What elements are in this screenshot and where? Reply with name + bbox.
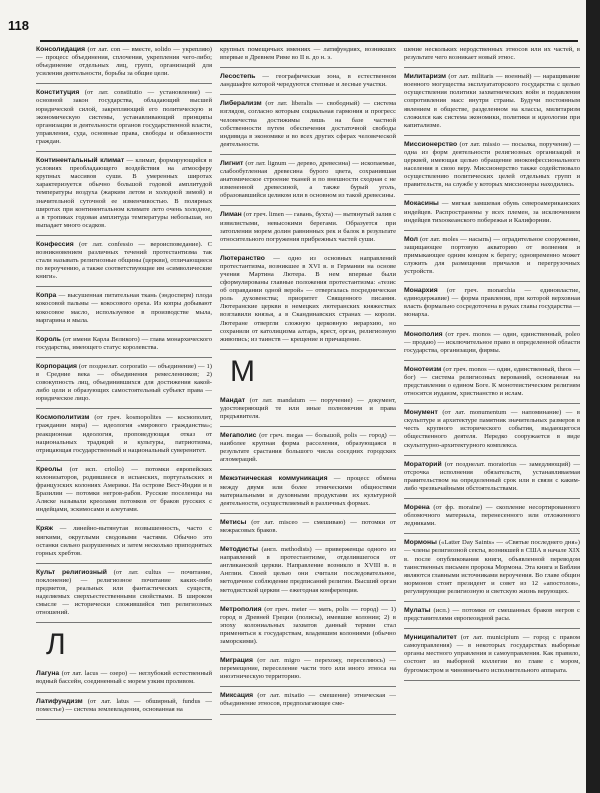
entry-term: Лютеранство bbox=[220, 254, 265, 262]
glossary-entry bbox=[404, 461, 580, 493]
entry-separator bbox=[36, 622, 212, 623]
glossary-entry bbox=[36, 46, 212, 78]
entry-separator bbox=[36, 83, 212, 84]
entry-separator bbox=[36, 235, 212, 236]
entry-term: Латифундизм bbox=[36, 697, 83, 705]
entry-separator bbox=[404, 680, 580, 681]
entry-definition: (от лат. cultus — почитание, поклонение) — религиозное почитание каких-либо предметов, реальных или фантастических существ, наделяемых сверхъестественными свойствами. В широком смысле — исторически сложившийся тип религиозных отношений. bbox=[36, 568, 212, 617]
entry-definition: (от позднелат. moratorius — замедляющий) — отсрочка исполнения обязательств, устанавливаемая правительством на определенный срок или в связи с каким-либо чрезвычайными обстоятельствами. bbox=[404, 460, 580, 492]
entry-term: Мегаполис bbox=[220, 432, 257, 440]
entry-separator bbox=[404, 601, 580, 602]
glossary-entry bbox=[220, 160, 396, 200]
entry-separator bbox=[220, 249, 396, 250]
entry-term: Муниципалитет bbox=[404, 634, 457, 642]
column-2 bbox=[220, 46, 396, 786]
entry-separator bbox=[404, 325, 580, 326]
entry-separator bbox=[404, 403, 580, 404]
entry-separator bbox=[220, 513, 396, 514]
header-rule bbox=[40, 40, 578, 42]
entry-separator bbox=[404, 628, 580, 629]
entry-separator bbox=[220, 651, 396, 652]
entry-definition: (от лат. migro — перехожу, переселяюсь) — перемещение, переселение части того или иного этноса на иноэтническую территорию. bbox=[220, 657, 396, 681]
glossary-entry bbox=[220, 46, 396, 62]
entry-separator bbox=[404, 360, 580, 361]
entry-separator bbox=[220, 469, 396, 470]
glossary-entry bbox=[36, 336, 212, 352]
entry-definition: (от греч. meter — мать, polis — город) — 1) город в Древней Греции (полисы), имевшие колонии; 2) в эпоху колониальных захватов данный термин стал применяться к государствам, владевшим колониями (обычно заморскими). bbox=[220, 605, 396, 645]
entry-term: Лигнит bbox=[220, 159, 244, 167]
entry-term: Метисы bbox=[220, 518, 247, 526]
entry-separator bbox=[36, 286, 212, 287]
entry-term: Милитаризм bbox=[404, 73, 447, 81]
entry-term: Конституция bbox=[36, 89, 80, 97]
glossary-entry bbox=[36, 292, 212, 324]
entry-term: Морена bbox=[404, 504, 430, 512]
entry-definition: (от исп. criollo) — потомки европейских колонизаторов, родившиеся в испанских, португальских и французских колониях Америки. На острове Вест-Индии и в Бразилии — потомки негров-рабов. Русские поселенцы на Аляске называли креолами потомков от браков русских с индейцами, эскимосами и алеутами. bbox=[36, 465, 212, 514]
entry-separator bbox=[220, 94, 396, 95]
glossary-entry bbox=[220, 475, 396, 507]
entry-separator bbox=[220, 686, 396, 687]
glossary-entry bbox=[404, 200, 580, 224]
entry-term: Континентальный климат bbox=[36, 157, 125, 165]
entry-separator bbox=[36, 719, 212, 720]
section-letter-l: Л bbox=[46, 628, 66, 662]
glossary-entry bbox=[36, 363, 212, 403]
glossary-entry bbox=[36, 466, 212, 515]
entry-term: Мокасины bbox=[404, 200, 439, 208]
entry-separator bbox=[404, 281, 580, 282]
glossary-entry bbox=[404, 46, 580, 62]
glossary-entry bbox=[220, 100, 396, 149]
entry-definition: (от греч. monarchia — единовластие, единодержавие) — форма правления, при которой верховная власть формально сосредоточена в руках главы государства — монарха. bbox=[404, 287, 580, 319]
entry-separator bbox=[220, 205, 396, 206]
glossary-entry bbox=[220, 657, 396, 681]
entry-definition: — одно из основных направлений протестантизма, возникшее в XVI в. в Германии на основе учения Мартина Лютера. В нем впервые были сформулированы главные положения протестантизма: «тезис об оправдании одной верой» — отвергалась посредническая роль духовенства; приоритет Священного писания. Лютеранские церкви в немецких лютеранских княжествах возглавили князья, а в Скандинавских странах — короли. Лютеране отвергли сложную церковную иерархию, но сохранили от католицизма алтарь, крест, орган, религиозную живопись; из таинств — крещение и причащение. bbox=[220, 254, 396, 343]
entry-definition: (от лат. liberalis — свободный) — система взглядов, согласно которым социальная гармония и прогресс человечества достижимы лишь на базе частной собственности путем обеспечения достаточной свободы индивида в экономике и во всех других сферах человеческой деятельности. bbox=[220, 100, 396, 148]
glossary-entry bbox=[220, 255, 396, 344]
glossary-entry bbox=[404, 539, 580, 596]
glossary-entry bbox=[220, 692, 396, 708]
entry-definition: (от лат. lacus — озеро) — неглубокий естественный водный бассейн, соединенный с морем узким проливом. bbox=[36, 670, 212, 686]
entry-separator bbox=[36, 330, 212, 331]
glossary-entry bbox=[404, 607, 580, 623]
entry-separator bbox=[404, 498, 580, 499]
entry-separator bbox=[36, 460, 212, 461]
glossary-entry bbox=[404, 504, 580, 528]
entry-term: Монархия bbox=[404, 287, 438, 295]
glossary-entry bbox=[36, 157, 212, 230]
glossary-entry bbox=[36, 89, 212, 146]
glossary-entry bbox=[220, 546, 396, 595]
entry-separator bbox=[36, 408, 212, 409]
entry-definition: (от лат. latus — обширный, fundus — поместье) — система землевладения, основанная на bbox=[36, 697, 212, 713]
entry-definition: (англ. methodists) — приверженцы одного из направлений в протестантизме, отделившегося от англиканской церкви. Направление возникло в XVIII в. в Англии. Своей целью они считали последовательное, методичное соблюдение предписаний религии. Высший орган методистской церкви — ежегодная конференция. bbox=[220, 546, 396, 594]
entry-term: Монополия bbox=[404, 330, 443, 338]
entry-term: Король bbox=[36, 335, 61, 343]
glossary-entry bbox=[220, 606, 396, 646]
glossary-entry bbox=[220, 73, 396, 89]
glossary-entry bbox=[404, 73, 580, 130]
glossary-entry bbox=[404, 409, 580, 449]
glossary-entry bbox=[220, 397, 396, 421]
entry-separator bbox=[36, 563, 212, 564]
entry-term: Метрополия bbox=[220, 605, 262, 613]
glossary-entry bbox=[220, 432, 396, 464]
entry-definition: шение нескольких неродственных этносов или их частей, в результате чего возникает новый этнос. bbox=[404, 46, 580, 62]
entry-separator bbox=[404, 533, 580, 534]
column-1 bbox=[36, 46, 212, 786]
entry-definition: (от греч. monos — один, единственный, theos — бог) — система религиозных верований, основанная на представлении о едином Боге. К монотеистическим религиям относятся иудаизм, христианство и ислам. bbox=[404, 365, 580, 398]
glossary-columns bbox=[36, 46, 580, 786]
entry-term: Межэтническая коммуникация bbox=[220, 475, 328, 483]
section-letter-m: М bbox=[230, 354, 255, 388]
entry-separator bbox=[36, 519, 212, 520]
entry-definition: (от лат. militaris — военный) — наращивание военного могущества эксплуататорского государства с целью осуществления политики захватнических войн и подавления сопротивления масс внутри страны. Будучи постоянным явлением в обществе, разделенном на классы, милитаризм сложился как система экономики, политики и идеологии при капитализме. bbox=[404, 73, 580, 129]
entry-term: Либерализм bbox=[220, 100, 262, 108]
entry-definition: (от лат. monumentum — напоминание) — в скульптуре и архитектуре памятник значительных размеров в честь крупного исторического события, выдающегося общественного деятеля. Нередко сооружается в виде скульптурно-архитектурного комплекса. bbox=[404, 409, 580, 449]
entry-term: Мандат bbox=[220, 396, 246, 404]
glossary-entry bbox=[36, 525, 212, 557]
entry-definition: (от позднелат. corporatio — объединение) — 1) в Средние века — объединения ремесленников; 2) совокупность лиц, объединившихся для достижения какой-либо цели и образующих самостоятельный субъект права — юридическое лицо. bbox=[36, 362, 212, 403]
entry-definition: (исп.) — потомки от смешанных браков негров с представителями европеоидной расы. bbox=[404, 606, 580, 623]
entry-term: Корпорация bbox=[36, 362, 77, 370]
entry-separator bbox=[220, 600, 396, 601]
glossary-entry bbox=[404, 141, 580, 190]
entry-separator bbox=[404, 135, 580, 136]
glossary-entry bbox=[36, 414, 212, 454]
entry-definition: («Latter Day Saints» — «Святые последнего дня») — члены религиозной секты, возникшей в США в начале XIX в. после опубликования книги, объявленной переводом таинственных письмен пророка Мормона. Эта книга и Библия являются главными источниками вероучения. Во главе общин мормонов стоят президент и совет из 12 «апостолов», регулирующие религиозную и светскую жизнь верующих. bbox=[404, 539, 580, 595]
glossary-entry bbox=[404, 287, 580, 319]
entry-definition: — линейно-вытянутая возвышенность, часто с мягкими, округлыми сводовыми частями. Обычно это останки сильно разрушенных и затем несколько приподнятых горных хребтов. bbox=[36, 525, 212, 557]
entry-definition: — высушенная питательная ткань (эндосперм) плода кокосовой пальмы — кокосового ореха. Из копры добывают кокосовое масло, используемое в производстве мыла, маргарина и мыла. bbox=[36, 292, 212, 324]
entry-term: Кряж bbox=[36, 525, 53, 533]
glossary-entry bbox=[220, 211, 396, 243]
entry-definition: (от фр. moraine) — скопление несортированного обломочного материала, перенесенного или отложенного ледниками. bbox=[404, 504, 580, 528]
entry-definition: (от имени Карла Великого) — глава монархического государства, имеющего статус королевства. bbox=[36, 335, 212, 351]
entry-separator bbox=[220, 154, 396, 155]
entry-definition: (от лат. mandatum — поручение) — документ, удостоверяющий те или иные полномочия и права предъявителя. bbox=[220, 396, 396, 420]
entry-term: Методисты bbox=[220, 546, 259, 554]
entry-definition: (от лат. mixatio — смешение) этническая — объединение этносов, предполагающее сме- bbox=[220, 692, 396, 708]
entry-separator bbox=[36, 692, 212, 693]
entry-definition: (от греч. limen — гавань, бухта) — вытянутый залив с извилистыми, невысокими берегами. Образуется при затоплении морем долин равнинных рек и балок в результате относительного погружения прибрежных частей суши. bbox=[220, 211, 396, 243]
page-number: 118 bbox=[8, 18, 29, 33]
glossary-entry bbox=[404, 634, 580, 674]
entry-term: Консолидация bbox=[36, 46, 86, 53]
entry-term: Миграция bbox=[220, 657, 253, 665]
entry-separator bbox=[404, 194, 580, 195]
entry-separator bbox=[220, 67, 396, 68]
entry-term: Монумент bbox=[404, 409, 438, 417]
entry-term: Миксация bbox=[220, 692, 254, 700]
glossary-entry bbox=[36, 241, 212, 281]
entry-definition: — мягкая замшевая обувь североамериканских индейцев. Распространены у всех племен, за исключением индейцев тихоокеанского побережья и Калифорнии. bbox=[404, 200, 580, 224]
entry-term: Мормоны bbox=[404, 539, 437, 547]
entry-definition: (от лат. municipium — город с правом самоуправления) — в некоторых государствах выборные органы местного управления и самоуправления. Как правило, состоит из выборной коллегии во главе с мэром, бургомистром и чиновничьего исполнительного аппарата. bbox=[404, 634, 580, 674]
side-tab bbox=[586, 0, 600, 793]
entry-term: Конфессия bbox=[36, 240, 74, 248]
entry-term: Мулаты bbox=[404, 606, 431, 614]
glossary-entry bbox=[220, 519, 396, 535]
entry-term: Мораторий bbox=[404, 460, 442, 468]
entry-term: Культ религиозный bbox=[36, 568, 107, 576]
entry-definition: (от греч. monos — один, единственный, poleo — продаю) — исключительное право в определенной области государства, организации, фирмы. bbox=[404, 330, 580, 354]
entry-definition: (от лат. con — вместе, solido — укрепляю) — процесс объединения, сплочения, укрепления чего-либо; объединение отдельных лиц, групп, организаций для усиления деятельности, борьбы за общие цели. bbox=[36, 46, 212, 78]
glossary-entry bbox=[36, 670, 212, 686]
entry-separator bbox=[36, 357, 212, 358]
glossary-entry bbox=[36, 569, 212, 618]
entry-separator bbox=[404, 230, 580, 231]
entry-term: Монотеизм bbox=[404, 365, 442, 373]
entry-definition: — географическая зона, в естественном ландшафте которой чередуются степные и лесные участки. bbox=[220, 73, 396, 89]
entry-definition: (от лат. constitutio — установление) — основной закон государства, обладающий высшей юридической силой, закрепляющий его политическую и экономическую системы, устанавливающий принципы организации и деятельности органов государственной власти, управления, суда, основные права, свободы и обязанности граждан. bbox=[36, 89, 212, 145]
glossary-entry bbox=[36, 698, 212, 714]
entry-term: Лесостепь bbox=[220, 73, 256, 81]
entry-separator bbox=[220, 349, 396, 350]
glossary-entry bbox=[404, 236, 580, 276]
entry-separator bbox=[220, 426, 396, 427]
entry-definition: — климат, формирующийся в условиях преобладающего воздействия на атмосферу крупных массивов суши. В умеренных широтах характеризуется обычно большой годовой амплитудой температуры воздуха (жарким летом и холодной зимой) и значительной суточной ее изменчивостью. В полярных широтах при континентальном климате лето очень холодное, а в тропиках годовая амплитуда температуры небольшая, но выпадает много осадков. bbox=[36, 157, 212, 229]
entry-term: Лагуна bbox=[36, 670, 60, 678]
entry-definition: крупных помещичьих имениях — латифундиях, возникших впервые в Древнем Риме во II в. до н. э. bbox=[220, 46, 396, 62]
entry-separator bbox=[404, 67, 580, 68]
entry-separator bbox=[404, 455, 580, 456]
column-3 bbox=[404, 46, 580, 786]
entry-definition: (от лат. missio — посылка, поручение) — одна из форм деятельности религиозных организаций и церквей, имеющая целью обращение иноконфессионального населения в свою веру. Миссионерство также содействовало осуществлению политических целей отдельных групп и правительств, на службе у которых миссионеры находились. bbox=[404, 140, 580, 189]
entry-term: Копра bbox=[36, 292, 57, 300]
entry-term: Креолы bbox=[36, 465, 63, 473]
entry-term: Лиман bbox=[220, 211, 242, 219]
entry-definition: (от лат. moles — насыпь) — оградительное сооружение, защищающее портовую акваторию от волнения и примыкающее одним концом к берегу; одновременно может служить для размещения причалов и перегрузочных устройств. bbox=[404, 235, 580, 276]
glossary-entry bbox=[404, 331, 580, 355]
entry-term: Космополитизм bbox=[36, 414, 90, 422]
glossary-entry bbox=[404, 366, 580, 398]
entry-definition: (от греч. megas — большой, polis — город) — наиболее крупная форма расселения, образующаяся в результате срастания большого числа соседних городских агломераций. bbox=[220, 432, 396, 464]
entry-term: Мол bbox=[404, 235, 418, 243]
entry-separator bbox=[36, 151, 212, 152]
entry-definition: — процесс обмена между двумя или более этническими общностями материальными и духовными продуктами их культурной деятельности, осуществляемый в различных формах. bbox=[220, 475, 396, 507]
entry-separator bbox=[220, 714, 396, 715]
entry-definition: (от лат. confessio — вероисповедание). С возникновением различных течений протестантизма так стали называть религиозные общины (церкви), отличающиеся по вероучению, а также соответствующие им «символические книги». bbox=[36, 240, 212, 281]
entry-separator bbox=[220, 540, 396, 541]
entry-definition: (от лат. misceo — смешиваю) — потомки от межрасовых браков. bbox=[220, 518, 396, 534]
entry-term: Миссионерство bbox=[404, 140, 458, 148]
entry-definition: (от греч. kosmopolites — космополит, гражданин мира) — идеология «мирового гражданства»; реакционная идеология, проповедующая отказ от национальных традиций и культуры, патриотизма, отрицающая государственный и национальный суверенитет. bbox=[36, 414, 212, 454]
entry-definition: (от лат. lignum — дерево, древесина) — ископаемые, слабообугленная древесина бурого цвета, сохранившая анатомическое строение тканей и по внешности сходная с не измененной древесиной, а также бурый уголь, образовавшийся целиком или в основном из такой древесины. bbox=[220, 159, 396, 200]
